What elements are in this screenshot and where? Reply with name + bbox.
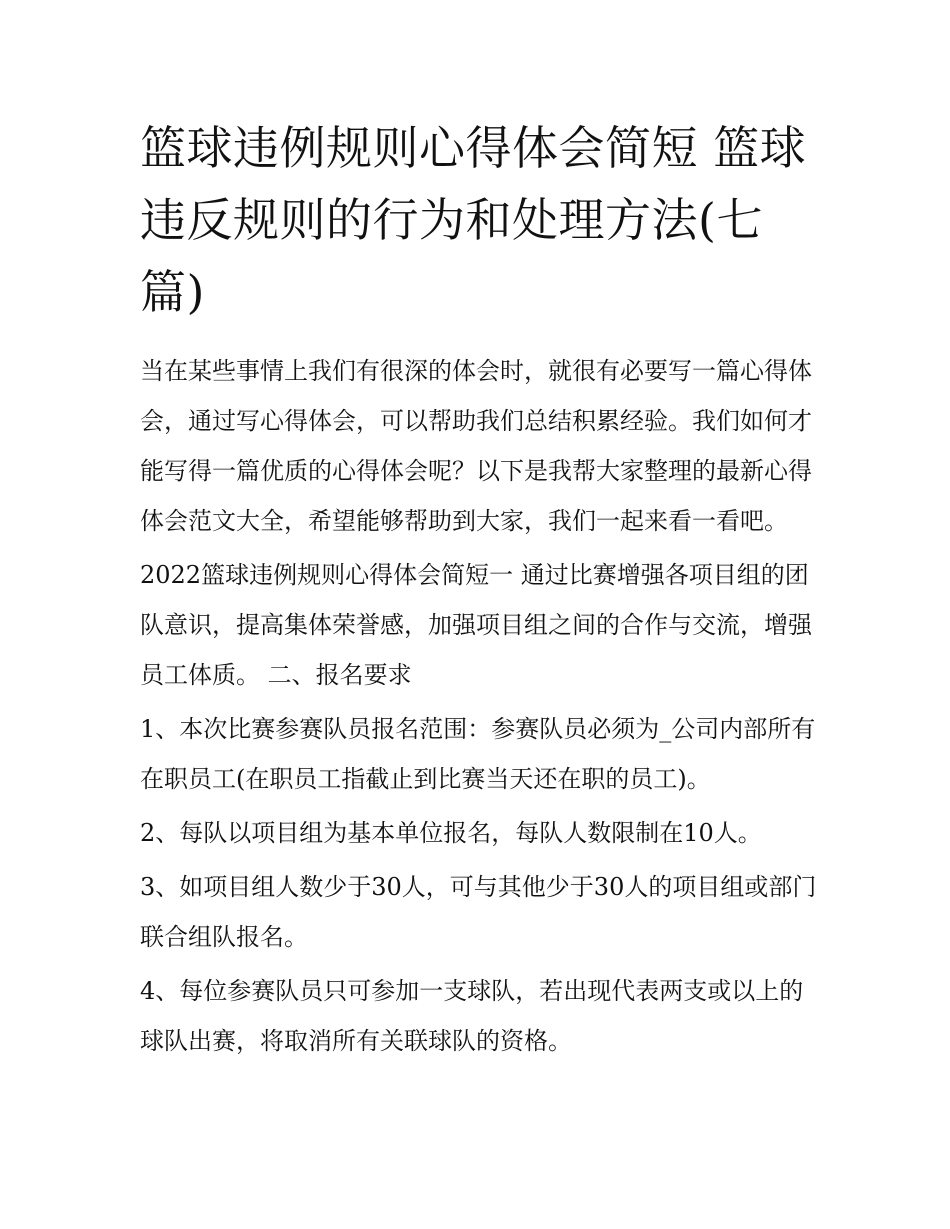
intro-paragraph: 当在某些事情上我们有很深的体会时，就很有必要写一篇心得体会，通过写心得体会，可以帮助我们总结积累经验。我们如何才能写得一篇优质的心得体会呢？以下是我帮大家整理的最新心得体会范文大全，希望能够帮助到大家，我们一起来看一看吧。 [140, 357, 812, 535]
section-one-paragraph: 2022篮球违例规则心得体会简短一 通过比赛增强各项目组的团队意识，提高集体荣誉感，加强项目组之间的合作与交流，增强员工体质。 二、报名要求 [140, 561, 812, 689]
document-page [140, 112, 820, 1070]
rule-item-1: 1、本次比赛参赛队员报名范围：参赛队员必须为_公司内部所有在职员工(在职员工指截止到比赛当天还在职的员工)。 [140, 715, 816, 793]
rule-item-3: 3、如项目组人数少于30人，可与其他少于30人的项目组或部门联合组队报名。 [140, 873, 817, 951]
document-title: 篮球违例规则心得体会简短 篮球违反规则的行为和处理方法(七篇) [140, 121, 807, 319]
rule-item-4: 4、每位参赛队员只可参加一支球队，若出现代表两支或以上的球队出赛，将取消所有关联球队的资格。 [140, 977, 804, 1055]
rule-item-2: 2、每队以项目组为基本单位报名，每队人数限制在10人。 [140, 819, 762, 847]
